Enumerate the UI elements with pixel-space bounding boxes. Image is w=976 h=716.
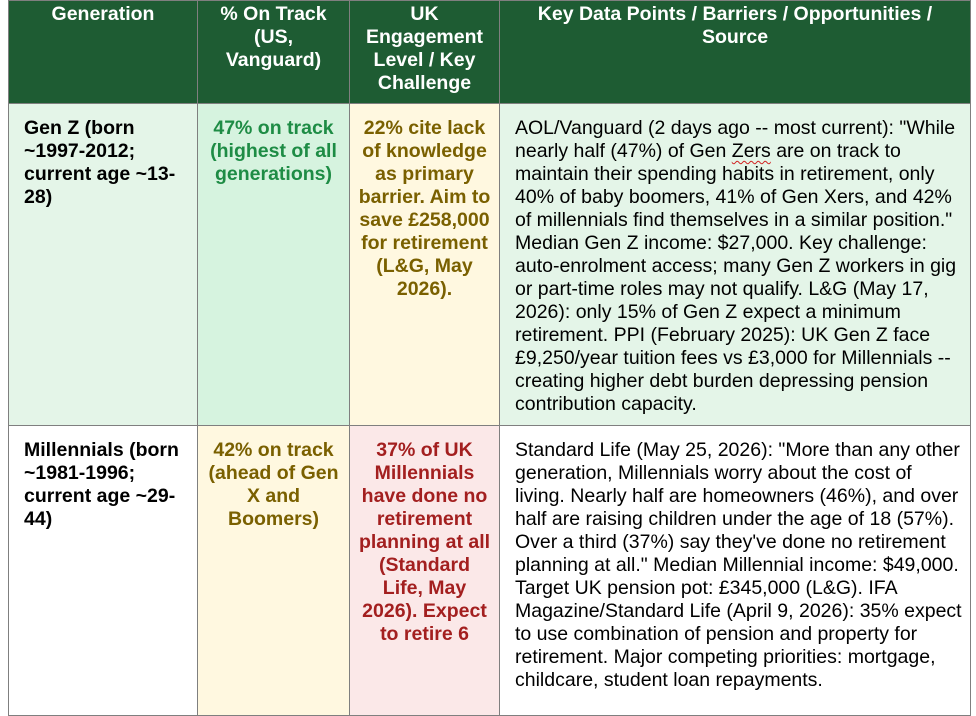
- table-row-gen-z: [9, 104, 971, 426]
- details-cell: [500, 104, 971, 426]
- header-uk-engagement: UK Engagement Level / Key Challenge: [350, 1, 500, 104]
- generation-table: [8, 0, 971, 716]
- details-cell: Standard Life (May 25, 2026): "More than any other generation, Millennials worry about the cost of living. Nearly half are homeowners (46%), and over half are raising children under the age of 18 (57%). Over a third (37%) say they've done no retirement planning at all." Median Millennial income: $49,000. Target UK pension pot: £345,000 (L&G). IFA Magazine/Standard Life (April 9, 2026): 35% expect to use combination of pension and property for retirement. Major competing priorities: mortgage, childcare, student loan repayments.: [500, 426, 971, 716]
- table-row-millennials: [9, 426, 971, 716]
- details-text-end: are on track to maintain their spending habits in retirement, only 40% of baby boomers, 41% of Gen Xers, and 42% of millennials find themselves in a similar position." Median Gen Z income: $27,000. Key challenge: auto-enrolment access; many Gen Z workers in gig or part-time roles may not qualify. L&G (May 17, 2026): only 15% of Gen Z expect a minimum retirement. PPI (February 2025): UK Gen Z face £9,250/year tuition fees vs £3,000 for Millennials -- creating higher debt burden depressing pension contribution capacity.: [515, 140, 957, 415]
- generation-cell: Millennials (born ~1981-1996; current age ~29-44): [9, 426, 198, 716]
- generation-cell: Gen Z (born ~1997-2012; current age ~13-28): [9, 104, 198, 426]
- header-on-track: % On Track (US, Vanguard): [198, 1, 350, 104]
- uk-challenge-cell: 37% of UK Millennials have done no retirement planning at all (Standard Life, May 2026). Expect to retire 6: [350, 426, 500, 716]
- details-text-start: AOL/Vanguard (2 days ago -- most current): "While nearly half (47%) of Gen: [515, 117, 956, 162]
- on-track-cell: 42% on track (ahead of Gen X and Boomers): [198, 426, 350, 716]
- uk-challenge-cell: 22% cite lack of knowledge as primary barrier. Aim to save £258,000 for retirement (L&G, May 2026).: [350, 104, 500, 426]
- header-key-data: Key Data Points / Barriers / Opportunities / Source: [500, 1, 971, 104]
- spellcheck-marked-word: Zers: [731, 140, 771, 162]
- on-track-cell: 47% on track (highest of all generations): [198, 104, 350, 426]
- header-generation: Generation: [9, 1, 198, 104]
- header-row: [9, 1, 971, 104]
